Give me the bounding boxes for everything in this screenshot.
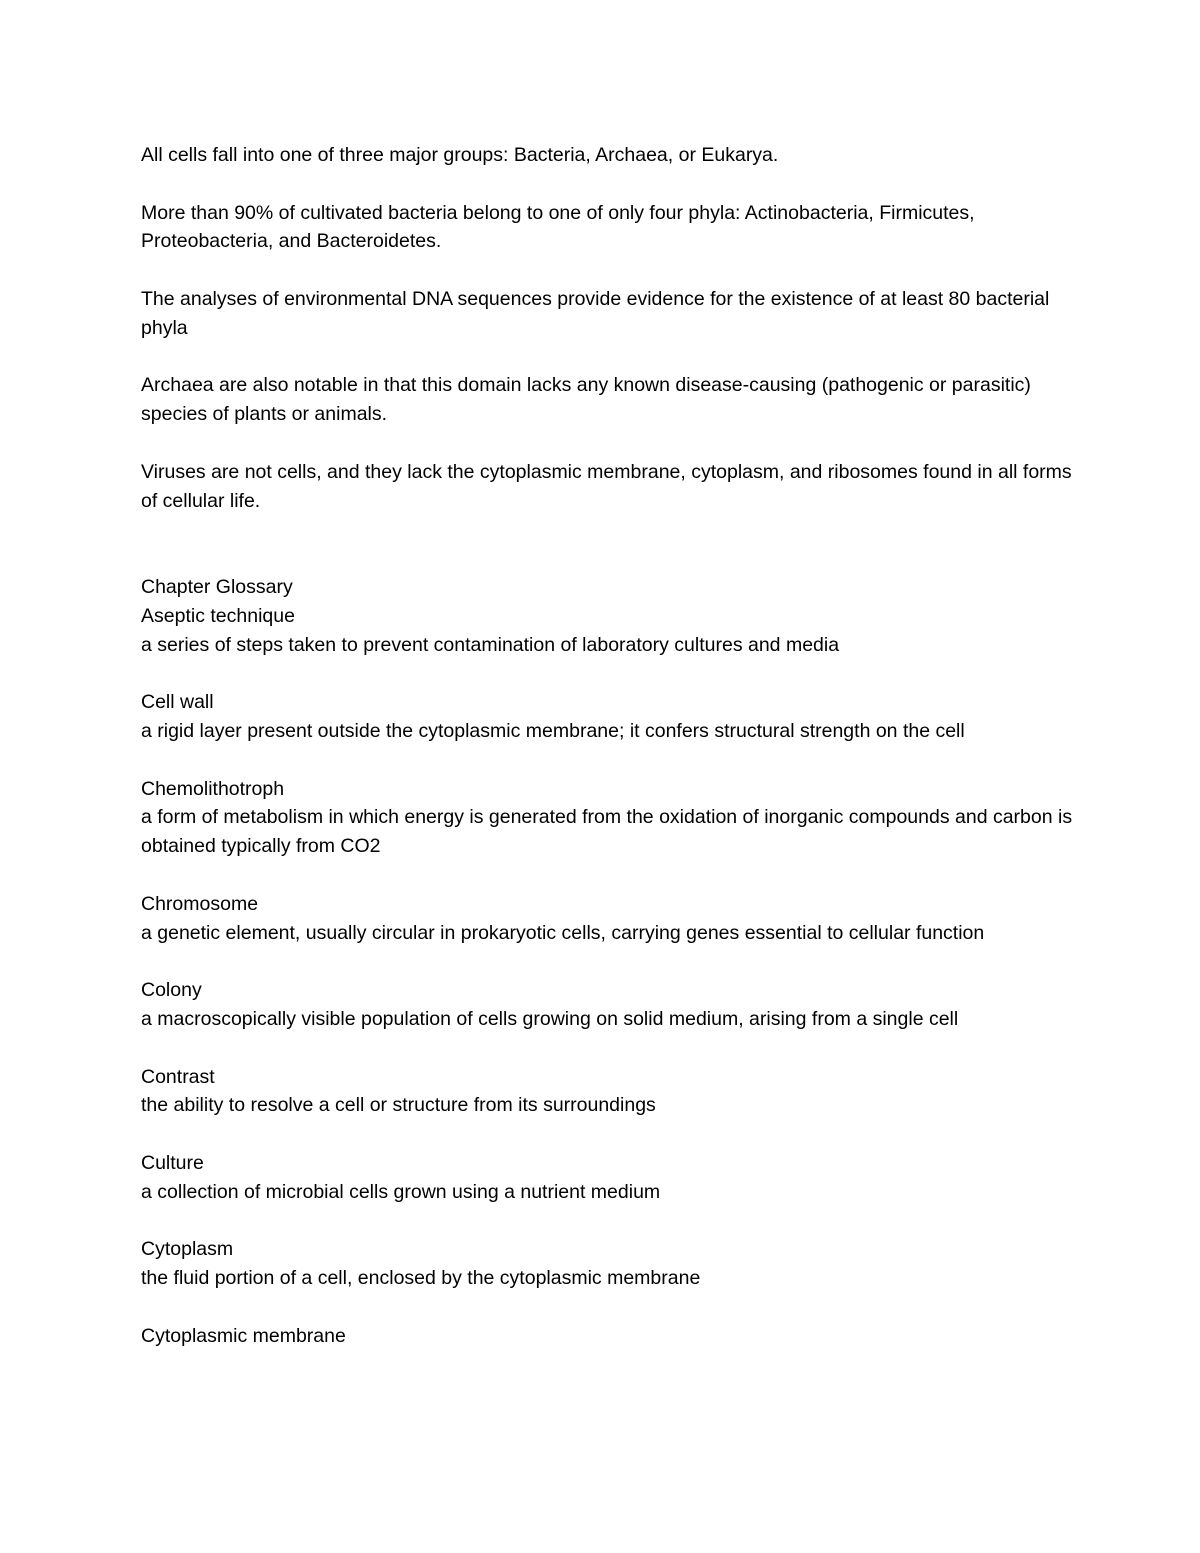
glossary-term: Chemolithotroph	[141, 777, 285, 800]
paragraph-archaea: Archaea are also notable in that this domain lacks any known disease-causing (pathogenic or parasitic) species of plants or animals.	[141, 374, 1031, 426]
glossary-definition: the ability to resolve a cell or structure from its surroundings	[141, 1094, 656, 1117]
document-body	[141, 141, 1076, 1379]
glossary-definition: the fluid portion of a cell, enclosed by the cytoplasmic membrane	[141, 1267, 701, 1290]
glossary-term: Contrast	[141, 1065, 215, 1088]
glossary-definition: a series of steps taken to prevent contamination of laboratory cultures and media	[141, 633, 840, 656]
glossary-definition: a form of metabolism in which energy is generated from the oxidation of inorganic compounds and carbon is obtained typically from CO2	[141, 806, 1073, 858]
glossary-definition: a genetic element, usually circular in prokaryotic cells, carrying genes essential to cellular function	[141, 921, 985, 944]
glossary-term: Cytoplasmic membrane	[141, 1324, 346, 1347]
glossary-term: Chromosome	[141, 892, 259, 915]
glossary-definition: a macroscopically visible population of cells growing on solid medium, arising from a single cell	[141, 1007, 959, 1030]
glossary-entry	[141, 976, 1076, 1034]
glossary-entry	[141, 775, 1076, 861]
glossary-heading: Chapter Glossary	[141, 575, 293, 598]
glossary-term: Aseptic technique	[141, 604, 295, 627]
glossary-term: Cytoplasm	[141, 1238, 234, 1261]
glossary-entry	[141, 890, 1076, 948]
glossary-definition: a rigid layer present outside the cytoplasmic membrane; it confers structural strength on the cell	[141, 719, 965, 742]
glossary-entry	[141, 1235, 1076, 1293]
glossary-term: Colony	[141, 979, 202, 1002]
glossary-entry	[141, 1063, 1076, 1121]
spacer	[141, 544, 1076, 573]
paragraph-domains: All cells fall into one of three major groups: Bacteria, Archaea, or Eukarya.	[141, 144, 779, 166]
glossary-section	[141, 573, 1076, 1351]
paragraph-environmental-dna: The analyses of environmental DNA sequences provide evidence for the existence of at least 80 bacterial phyla	[141, 287, 1050, 339]
glossary-entry	[141, 688, 1076, 746]
paragraph-phyla: More than 90% of cultivated bacteria belong to one of only four phyla: Actinobacteria, Firmicutes, Proteobacteria, and Bacteroidetes.	[141, 201, 975, 253]
glossary-entry	[141, 1322, 1076, 1351]
glossary-entry	[141, 1149, 1076, 1207]
paragraph-viruses: Viruses are not cells, and they lack the cytoplasmic membrane, cytoplasm, and ribosomes found in all forms of cellular life.	[141, 460, 1072, 512]
glossary-entry	[141, 602, 1076, 660]
glossary-term: Cell wall	[141, 691, 214, 714]
glossary-term: Culture	[141, 1151, 204, 1174]
glossary-definition: a collection of microbial cells grown using a nutrient medium	[141, 1180, 661, 1203]
